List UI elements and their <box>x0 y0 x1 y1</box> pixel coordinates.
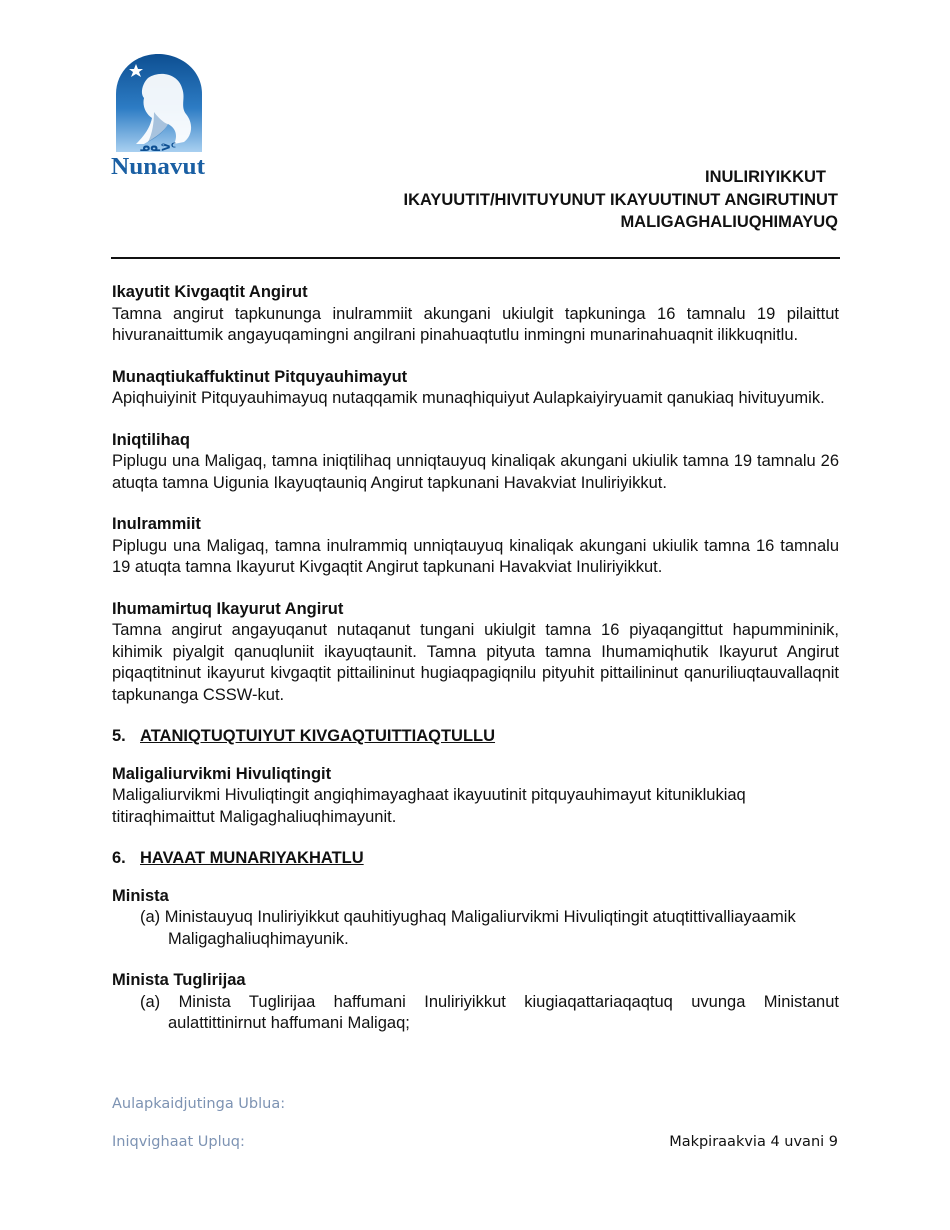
logo-syllabics: ᓄᓇᕗᑦ <box>140 141 177 154</box>
heading-number: 5. <box>112 727 126 745</box>
definition-section <box>112 282 839 347</box>
subsection <box>112 970 839 1035</box>
section-heading: Minista <box>112 886 169 905</box>
section-paragraph: Apiqhuiyinit Pitquyauhimayuq nutaqqamik munaqhiquiyut Aulapkaiyiryuamit qanukiaq hivituyumik. <box>112 389 825 407</box>
section-heading: Inulrammiit <box>112 515 201 533</box>
header-line-1: INULIRIYIKKUT <box>705 168 826 186</box>
section-paragraph: Tamna angirut angayuqanut nutaqanut tungani ukiulgit tamna 16 piyaqangittut hapummininik, kihimik piyalgit qanuqluniit ikayuqtaunit. Tamna pityuta tamna Ihumamiqhutik Ikayurut Angirut piqaqtitninut ikayurut kivgaqtit pittailininut hugiaqpagiqnilu pityuhit pittailininut qanuriliuqtauvallaqnit tapkunanga CSSW-kut. <box>112 621 839 704</box>
numbered-heading-5 <box>112 726 839 748</box>
review-date-label: Iniqvighaat Upluq: <box>112 1134 245 1150</box>
definition-section <box>112 430 839 495</box>
document-body <box>112 282 839 1055</box>
section-paragraph: Tamna angirut tapkununga inulrammiit akungani ukiulgit tapkuninga 16 tamnalu 19 pilaittut hivuranaittumik angayuqamingni angilrani pinahuaqtutlu inmingni munarinahuaqnit ilikkuqnitlu. <box>112 304 839 344</box>
subsection <box>112 764 839 829</box>
numbered-heading-6 <box>112 848 839 870</box>
definition-section <box>112 367 839 410</box>
nunavut-logo <box>108 52 210 180</box>
section-paragraph: Maligaliurvikmi Hivuliqtingit angiqhimayaghaat ikayuutinit pitquyauhimayut kituniklukiaq titiraqhimaittut Maligaghaliuqhimayunit. <box>112 786 746 826</box>
header-divider <box>111 257 840 259</box>
section-heading: Munaqtiukaffuktinut Pitquyauhimayut <box>112 367 408 386</box>
section-heading: Minista Tuglirijaa <box>112 971 246 989</box>
subsection <box>112 886 839 951</box>
approval-date-label: Aulapkaidjutinga Ublua: <box>112 1096 286 1112</box>
heading-title: HAVAAT MUNARIYAKHATLU <box>140 849 364 867</box>
section-paragraph: Piplugu una Maligaq, tamna inulrammiq unniqtauyuq kinaliqak akungani ukiulik tamna 16 tamnalu 19 atuqta tamna Ikayurut Kivgaqtit Angirut tapkunani Havakviat Inuliriyikkut. <box>112 536 839 576</box>
section-heading: Iniqtilihaq <box>112 430 190 449</box>
heading-number: 6. <box>112 849 126 867</box>
definition-section <box>112 514 839 579</box>
section-heading: Ihumamirtuq Ikayurut Angirut <box>112 599 344 618</box>
section-heading: Ikayutit Kivgaqtit Angirut <box>112 283 308 301</box>
list-item: (a) Ministauyuq Inuliriyikkut qauhitiyughaq Maligaliurvikmi Hivuliqtingit atuqtittivalliayaamik Maligaghaliuqhimayunik. <box>140 908 796 948</box>
section-heading: Maligaliurvikmi Hivuliqtingit <box>112 764 332 783</box>
header-line-2: IKAYUUTIT/HIVITUYUNUT IKAYUUTINUT ANGIRUTINUT <box>403 190 838 209</box>
heading-title: ATANIQTUQTUIYUT KIVGAQTUITTIAQTULLU <box>140 727 496 745</box>
section-paragraph: Piplugu una Maligaq, tamna iniqtilihaq unniqtauyuq kinaliqak akungani ukiulik tamna 19 tamnalu 26 atuqta tamna Uigunia Ikayuqtauniq Angirut tapkunani Havakviat Inuliriyikkut. <box>112 452 839 492</box>
document-header <box>403 166 838 234</box>
page-number: Makpiraakvia 4 uvani 9 <box>669 1134 838 1150</box>
header-line-3: MALIGAGHALIUQHIMAYUQ <box>620 213 838 231</box>
definition-section <box>112 599 839 707</box>
list-item: (a) Minista Tuglirijaa haffumani Inuliriyikkut kiugiaqattariaqaqtuq uvunga Ministanut aulattittinirnut haffumani Maligaq; <box>140 992 839 1032</box>
logo-wordmark: Nunavut <box>111 154 205 180</box>
